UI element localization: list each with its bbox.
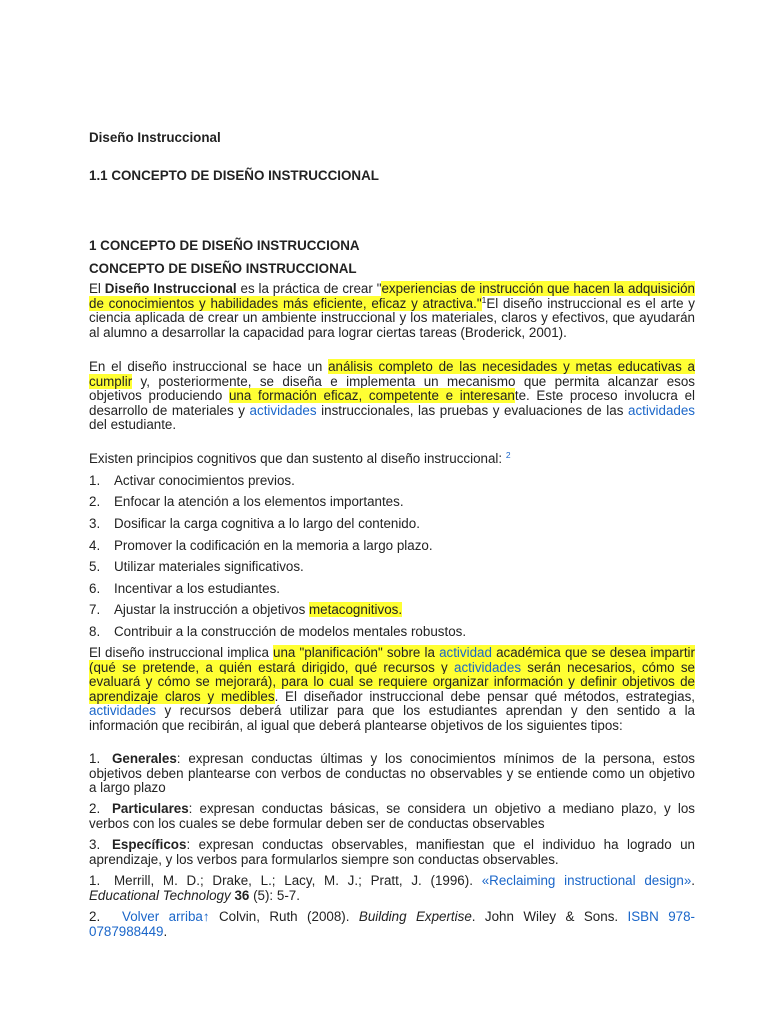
- text-run: El: [89, 281, 105, 296]
- list-item: 5. Utilizar materiales significativos.: [89, 559, 304, 574]
- footnote-marker[interactable]: 1: [481, 294, 487, 305]
- activity-link[interactable]: actividad: [439, 645, 492, 660]
- highlighted-text: una "planificación" sobre la: [273, 645, 440, 660]
- text-run: te. Este proceso involucra el desarrollo de materiales y: [89, 388, 695, 418]
- footnote-marker[interactable]: 2: [505, 450, 511, 460]
- objective-label: Particulares: [112, 801, 189, 816]
- objective-item: 3. Específicos: expresan conductas observables, manifiestan que el individuo ha logrado un aprendizaje, y los verbos para formularlos siempre son conductas observables.: [89, 837, 695, 867]
- document-title: Diseño Instruccional: [89, 130, 221, 145]
- reference-item: 2. Volver arriba↑ Colvin, Ruth (2008). Building Expertise. John Wiley & Sons. ISBN 978-0787988449.: [89, 909, 696, 939]
- list-item: 7. Ajustar la instrucción a objetivos metacognitivos.: [89, 602, 403, 617]
- reference-item: 1. Merrill, M. D.; Drake, L.; Lacy, M. J.; Pratt, J. (1996). «Reclaiming instructional design». Educational Technology 36 (5): 5-7.: [89, 873, 695, 903]
- list-item: 3. Dosificar la carga cognitiva a lo largo del contenido.: [89, 516, 420, 531]
- highlighted-text: experiencias de instrucción que hacen la adquisición de conocimientos y habilidades más eficiente, eficaz y atractiva.": [89, 281, 695, 311]
- isbn-link[interactable]: ISBN 978-0787988449: [89, 909, 696, 939]
- back-to-top-link[interactable]: Volver arriba↑: [122, 909, 210, 924]
- list-item: 4. Promover la codificación en la memoria a largo plazo.: [89, 538, 433, 553]
- objective-item: 1. Generales: expresan conductas últimas y los conocimientos mínimos de la persona, estos objetivos deben plantearse con verbos de conductas no observables y se entiende como un objetivo a largo plazo: [89, 751, 695, 796]
- journal-name: Educational Technology: [89, 887, 231, 903]
- reference-link[interactable]: «Reclaiming instructional design»: [481, 873, 692, 888]
- list-item: 1. Activar conocimientos previos.: [89, 473, 295, 488]
- activities-link[interactable]: actividades: [89, 703, 156, 719]
- concept-heading: 1.1 CONCEPTO DE DISEÑO INSTRUCCIONAL: [89, 168, 379, 183]
- activities-link[interactable]: actividades: [249, 402, 317, 418]
- highlighted-text: académica que se desea impartir (qué se pretende, a quién estará dirigido, qué recursos y: [89, 645, 695, 675]
- list-item: 8. Contribuir a la construcción de modelos mentales robustos.: [89, 624, 467, 639]
- activities-link[interactable]: actividades: [454, 659, 522, 675]
- text-run: En el diseño instruccional se hace un: [89, 359, 329, 374]
- highlighted-text: serán necesarios, cómo se evaluará y cómo se mejorará), para lo cual se requiere organizar información y definir objetivos de aprendizaje claros y medibles: [89, 659, 695, 704]
- bold-term: Diseño Instruccional: [104, 281, 237, 296]
- highlighted-text: una formación eficaz, competente e interesan: [228, 388, 515, 404]
- highlighted-text: análisis completo de las necesidades y metas educativas a cumplir: [89, 359, 695, 389]
- text-run: . El diseñador instruccional debe pensar qué métodos, estrategias,: [274, 688, 695, 704]
- volume-number: 36: [234, 887, 250, 903]
- paragraph-analysis: [89, 360, 695, 433]
- text-run: es la práctica de crear ": [236, 281, 382, 296]
- highlighted-text: metacognitivos.: [309, 602, 403, 617]
- text-run: El diseño instruccional implica: [89, 645, 274, 660]
- principles-intro: Existen principios cognitivos que dan sustento al diseño instruccional: $^2$: [89, 450, 511, 466]
- text-run: El diseño instruccional es el arte y ciencia aplicada de crear un ambiente instruccional y los materiales, claros y efectivos, que ayudarán al alumno a desarrollar la capacidad para lograr ciertas tareas (Broderick, 2001).: [89, 295, 695, 340]
- text-run: y, posteriormente, se diseña e implementa un mecanismo que permita alcanzar esos objetivos produciendo: [89, 373, 695, 404]
- subheading-2: CONCEPTO DE DISEÑO INSTRUCCIONAL: [89, 261, 357, 276]
- book-title: Building Expertise: [358, 909, 472, 924]
- text-run: instruccionales, las pruebas y evaluaciones de las: [316, 402, 628, 418]
- subheading-1: 1 CONCEPTO DE DISEÑO INSTRUCCIONA: [89, 238, 360, 253]
- objective-label: Generales: [112, 751, 177, 766]
- activities-link[interactable]: actividades: [628, 402, 695, 418]
- paragraph-definition: [89, 282, 695, 340]
- text-run: del estudiante.: [89, 417, 177, 433]
- list-item: 6. Incentivar a los estudiantes.: [89, 581, 280, 596]
- objective-label: Específicos: [112, 837, 187, 852]
- paragraph-planning: [89, 646, 695, 734]
- list-item: 2. Enfocar la atención a los elementos importantes.: [89, 494, 404, 509]
- text-run: y recursos deberá utilizar para que los estudiantes aprendan y den sentido a la información que recibirán, al igual que deberá plantearse objetivos de los siguientes tipos:: [89, 703, 695, 733]
- objective-item: 2. Particulares: expresan conductas básicas, se considera un objetivo a mediano plazo, y los verbos con los cuales se debe formular deben ser de conductas observables: [89, 801, 695, 831]
